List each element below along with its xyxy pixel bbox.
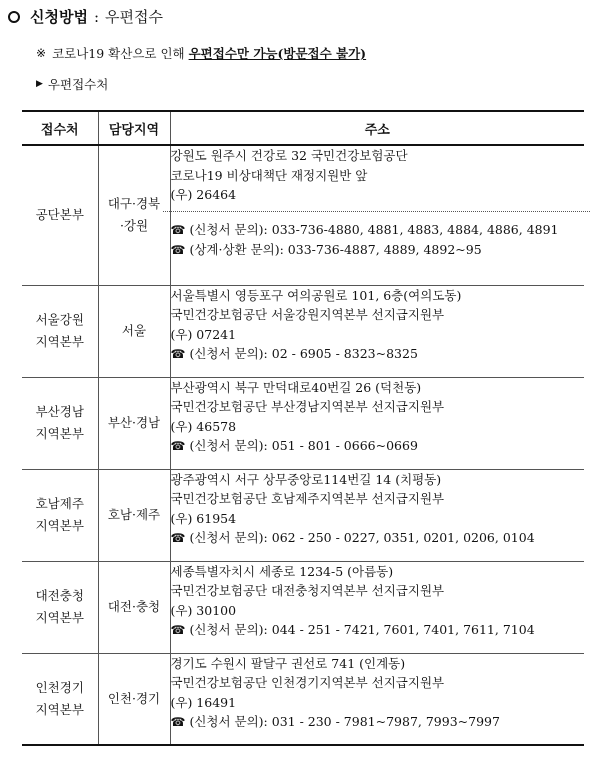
region-cell — [98, 285, 170, 377]
address-cell — [170, 145, 584, 285]
table-row — [22, 653, 584, 745]
address-block — [171, 654, 585, 713]
region-name: 부산·경남 — [107, 415, 161, 430]
region-name: 서울 — [121, 323, 147, 338]
office-name: 지역본부 — [35, 701, 84, 717]
address-line: 세종특별자치시 세종로 1234-5 (아름동) — [170, 563, 394, 579]
phone-block — [171, 436, 585, 457]
phone-text: (상계·상환 문의): 033-736-4887, 4889, 4892~95 — [189, 242, 482, 257]
office-name: 대전충청 — [35, 588, 84, 603]
notice-line — [36, 44, 366, 62]
region-name: 호남·제주 — [107, 507, 161, 522]
phone-icon: ☎ — [170, 439, 186, 453]
office-cell — [22, 561, 98, 653]
office-cell — [22, 653, 98, 745]
region-name: 대구·경북 — [107, 196, 161, 212]
phone-text: (신청서 문의): 062 - 250 - 0227, 0351, 0201, 0206, 0104 — [189, 530, 535, 545]
address-line: 광주광역시 서구 상무중앙로114번길 14 (치평동) — [170, 471, 442, 487]
table-header-row — [22, 111, 584, 145]
circle-bullet-icon — [8, 11, 20, 23]
phone-line — [171, 712, 585, 733]
address-cell — [170, 469, 584, 561]
address-cell — [170, 561, 584, 653]
region-name: ·강원 — [119, 218, 149, 234]
table-row — [22, 145, 584, 285]
address-line: (우) 46578 — [170, 418, 237, 434]
table-row — [22, 377, 584, 469]
address-cell — [170, 377, 584, 469]
address-line: (우) 61954 — [170, 510, 237, 526]
phone-block — [171, 712, 585, 733]
sub-heading — [36, 75, 108, 93]
address-block — [171, 286, 585, 345]
address-line: 국민건강보험공단 호남제주지역본부 선지급지원부 — [170, 491, 445, 506]
address-line: 국민건강보험공단 대전충청지역본부 선지급지원부 — [170, 583, 445, 598]
address-line: (우) 16491 — [170, 694, 237, 710]
address-block — [163, 146, 591, 212]
sub-heading-text: 우편접수처 — [47, 77, 109, 92]
phone-icon: ☎ — [170, 347, 186, 361]
header-address: 주소 — [170, 111, 584, 145]
phone-text: (신청서 문의): 033-736-4880, 4881, 4883, 4884, 4886, 4891 — [189, 221, 559, 237]
notice-text: 코로나19 확산으로 인해 — [52, 46, 185, 61]
phone-text: (신청서 문의): 051 - 801 - 0666~0669 — [189, 438, 418, 453]
phone-text: (신청서 문의): 031 - 230 - 7981~7987, 7993~7997 — [189, 714, 500, 729]
address-line: 강원도 원주시 건강로 32 국민건강보험공단 — [170, 148, 408, 163]
notice-emphasis: 우편접수만 가능(방문접수 불가) — [188, 46, 367, 61]
phone-line — [171, 240, 585, 261]
office-cell — [22, 377, 98, 469]
office-name: 서울강원 — [35, 312, 84, 327]
address-line: (우) 30100 — [170, 602, 237, 618]
address-line: 서울특별시 영등포구 여의공원로 101, 6층(여의도동) — [170, 287, 462, 303]
address-line: 경기도 수원시 팔달구 권선로 741 (인계동) — [170, 655, 406, 671]
address-line: (우) 26464 — [170, 187, 237, 202]
header-region: 담당지역 — [98, 111, 170, 145]
phone-block — [171, 344, 585, 365]
region-name: 대전·충청 — [107, 599, 161, 614]
address-line: 국민건강보험공단 서울강원지역본부 선지급지원부 — [170, 307, 445, 322]
office-cell — [22, 469, 98, 561]
address-line: 국민건강보험공단 인천경기지역본부 선지급지원부 — [170, 675, 445, 690]
phone-line — [171, 620, 585, 641]
address-cell — [170, 285, 584, 377]
phone-block — [171, 528, 585, 549]
office-name: 지역본부 — [35, 426, 84, 441]
address-line: 코로나19 비상대책단 재정지원반 앞 — [170, 167, 368, 183]
table-row — [22, 561, 584, 653]
phone-text: (신청서 문의): 044 - 251 - 7421, 7601, 7401, 7611, 7104 — [189, 622, 535, 637]
section-heading — [8, 6, 163, 27]
address-line: 국민건강보험공단 부산경남지역본부 선지급지원부 — [170, 399, 445, 414]
region-name: 인천·경기 — [107, 690, 161, 706]
region-cell — [98, 653, 170, 745]
office-name: 지역본부 — [35, 334, 84, 349]
office-name: 공단본부 — [35, 207, 84, 223]
heading-label: 신청방법 — [30, 8, 88, 26]
region-cell — [98, 377, 170, 469]
address-block — [171, 470, 585, 529]
phone-text: (신청서 문의): 02 - 6905 - 8323~8325 — [189, 346, 418, 361]
office-name: 부산경남 — [35, 404, 84, 419]
address-block — [171, 378, 585, 437]
office-cell — [22, 285, 98, 377]
phone-icon: ☎ — [170, 243, 186, 257]
header-office: 접수처 — [22, 111, 98, 145]
phone-line — [171, 220, 585, 241]
address-line: 부산광역시 북구 만덕대로40번길 26 (덕천동) — [170, 379, 422, 395]
office-name: 호남제주 — [35, 496, 84, 511]
address-cell — [170, 653, 584, 745]
table-row — [22, 469, 584, 561]
table-row — [22, 285, 584, 377]
region-cell — [98, 561, 170, 653]
notice-mark: ※ — [36, 46, 47, 60]
office-name: 지역본부 — [35, 610, 84, 625]
region-cell — [98, 145, 170, 285]
phone-icon: ☎ — [170, 531, 186, 545]
heading-colon: : — [93, 7, 100, 26]
reception-table — [22, 110, 584, 746]
phone-line — [171, 344, 585, 365]
region-cell — [98, 469, 170, 561]
office-name: 지역본부 — [35, 518, 84, 533]
office-name: 인천경기 — [35, 679, 84, 695]
triangle-marker-icon: ▶ — [36, 79, 43, 89]
heading-value: 우편접수 — [105, 8, 163, 26]
phone-block — [171, 620, 585, 641]
address-line: (우) 07241 — [170, 326, 237, 342]
phone-icon: ☎ — [170, 715, 186, 729]
phone-icon: ☎ — [170, 222, 186, 237]
phone-block — [171, 212, 585, 261]
office-cell — [22, 145, 98, 285]
phone-icon: ☎ — [170, 623, 186, 637]
phone-line — [171, 528, 585, 549]
address-block — [171, 562, 585, 621]
phone-line — [171, 436, 585, 457]
